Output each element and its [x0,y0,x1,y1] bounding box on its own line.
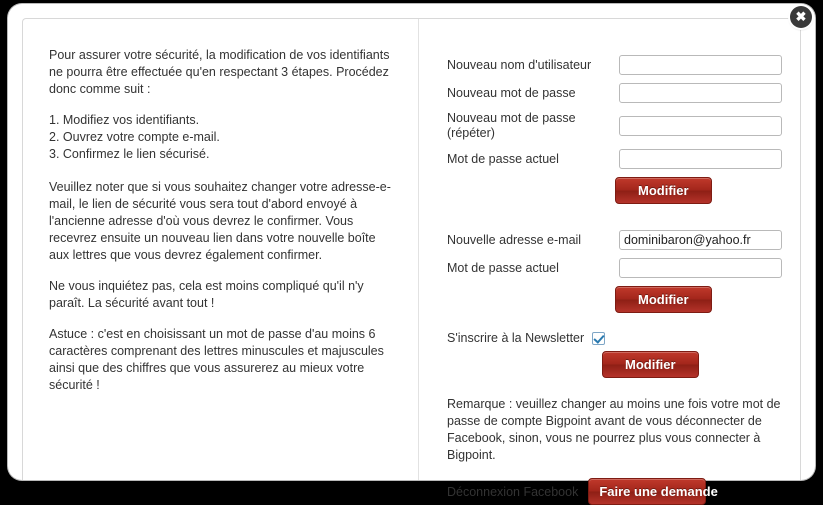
intro-paragraph-2: Veuillez noter que si vous souhaitez changer votre adresse-e-mail, le lien de sécurité vous sera tout d'abord envoyé à l'ancienne adresse d'où vous devrez le confirmer. Vous recevrez ensuite un nouveau lien dans votre nouvelle boîte aux lettres que vous devrez également confirmer. [49,180,391,262]
newsletter-checkbox[interactable] [592,332,605,345]
close-icon[interactable]: ✖ [790,6,812,28]
intro-paragraph-3: Ne vous inquiétez pas, cela est moins compliqué qu'il n'y paraît. La sécurité avant tout ! [49,279,364,310]
spacer-1 [447,204,782,230]
intro-paragraph-1: Pour assurer votre sécurité, la modification de vos identifiants ne pourra être effectuée qu'en respectant 3 étapes. Procédez donc comme suit : [49,48,390,96]
new-username-label: Nouveau nom d'utilisateur [447,57,592,72]
newsletter-submit-row [447,351,782,378]
intro-step-2: 2. Ouvrez votre compte e-mail. [49,130,220,144]
current-password-label-2: Mot de passe actuel [447,260,559,275]
newsletter-row [447,331,782,345]
new-email-label: Nouvelle adresse e-mail [447,232,582,247]
new-password-repeat-input[interactable] [619,116,782,136]
credentials-submit-row [447,177,782,204]
intro-steps [49,112,394,163]
new-password-input[interactable] [619,83,782,103]
new-email-row [447,230,782,250]
email-submit-button[interactable]: Modifier [615,286,712,313]
intro-text [49,47,394,394]
intro-step-1: 1. Modifiez vos identifiants. [49,113,200,127]
facebook-disconnect-label: Déconnexion Facebook [447,484,579,499]
new-password-row [447,83,782,103]
dialog-content [22,18,801,499]
newsletter-form [447,331,782,378]
facebook-request-button[interactable]: Faire une demande [588,478,706,505]
facebook-disconnect-row [447,478,782,505]
intro-step-3: 3. Confirmez le lien sécurisé. [49,147,210,161]
newsletter-submit-button[interactable]: Modifier [602,351,699,378]
facebook-remark: Remarque : veuillez changer au moins une fois votre mot de passe de compte Bigpoint avant de vous déconnecter de Facebook, sinon, vous ne pourrez plus vous connecter à Bigpoint. [447,397,781,462]
current-password-row-2 [447,258,782,278]
new-password-label: Nouveau mot de passe [447,85,576,100]
forms-panel [419,19,800,499]
email-form [447,230,782,313]
new-password-repeat-row [447,111,782,141]
current-password-input-2[interactable] [619,258,782,278]
email-submit-row [447,286,782,313]
newsletter-label: S'inscrire à la Newsletter [447,331,585,345]
new-username-input[interactable] [619,55,782,75]
intro-paragraph-4: Astuce : c'est en choisissant un mot de passe d'au moins 6 caractères comprenant des lettres minuscules et majuscules ainsi que des chiffres que vous assurerez au mieux votre sécurité ! [49,327,384,392]
new-password-repeat-label: Nouveau mot de passe (répéter) [447,111,576,140]
spacer-2 [447,313,782,327]
new-email-input[interactable] [619,230,782,250]
new-username-row [447,55,782,75]
current-password-row-1 [447,149,782,169]
info-panel [23,19,419,480]
current-password-input-1[interactable] [619,149,782,169]
credentials-form [447,55,782,204]
current-password-label-1: Mot de passe actuel [447,151,559,166]
dialog-columns [23,19,800,499]
credentials-submit-button[interactable]: Modifier [615,177,712,204]
settings-dialog [8,4,815,499]
